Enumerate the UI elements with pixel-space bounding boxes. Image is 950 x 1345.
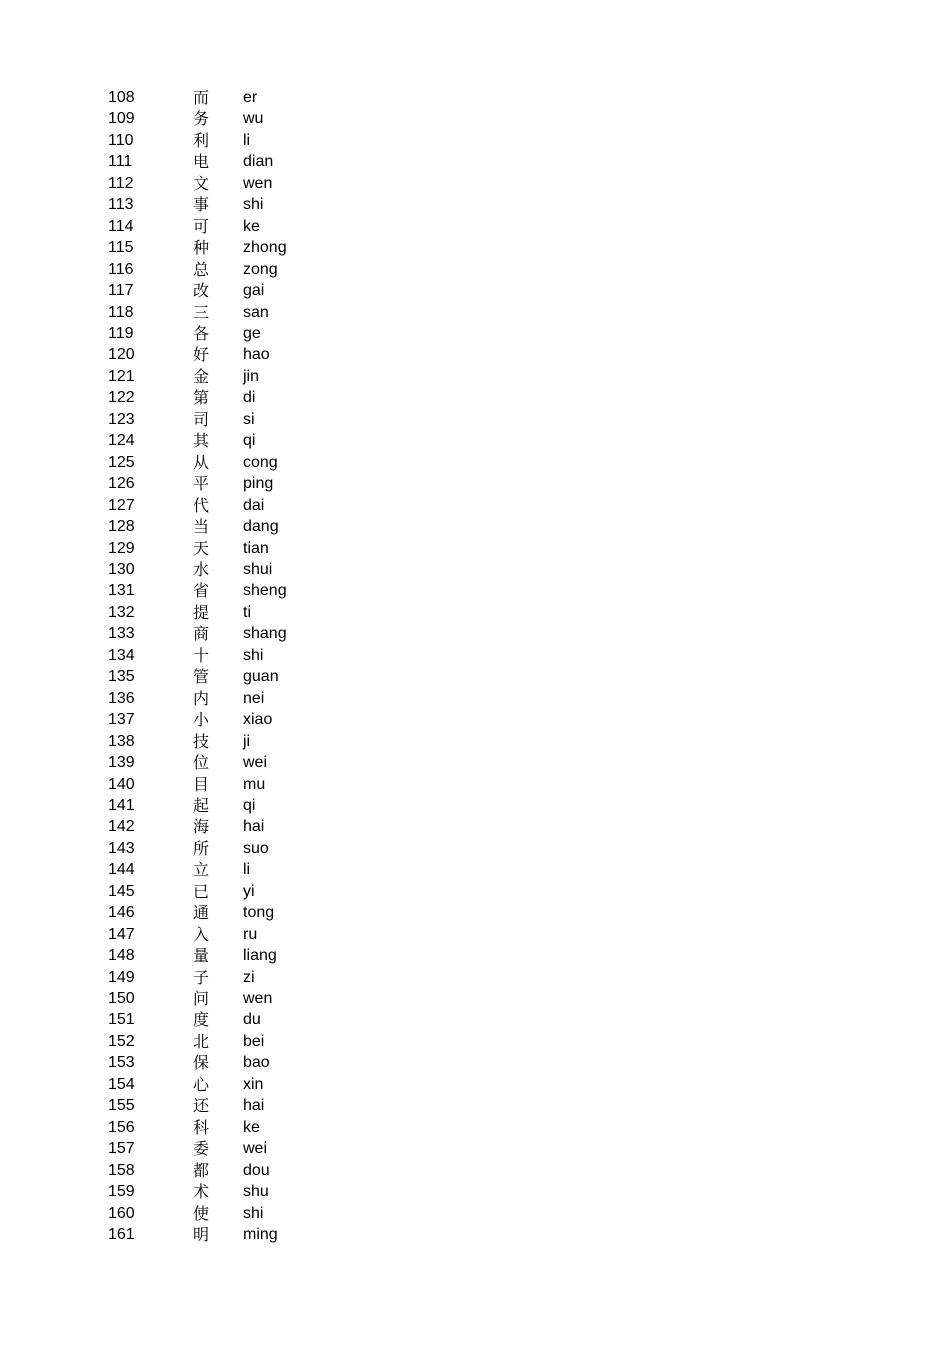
row-pinyin: guan xyxy=(243,668,279,686)
table-row xyxy=(108,323,508,344)
row-character: 所 xyxy=(193,838,210,858)
row-character: 量 xyxy=(193,946,210,966)
row-character: 好 xyxy=(193,345,210,365)
row-number: 125 xyxy=(108,453,135,471)
row-character: 各 xyxy=(193,323,210,343)
row-number: 154 xyxy=(108,1075,135,1093)
row-character: 总 xyxy=(193,259,210,279)
table-row xyxy=(108,945,508,966)
row-number: 158 xyxy=(108,1161,135,1179)
row-pinyin: wen xyxy=(243,990,273,1008)
row-character: 位 xyxy=(193,753,210,773)
row-number: 134 xyxy=(108,646,135,664)
row-number: 147 xyxy=(108,925,135,943)
table-row xyxy=(108,1203,508,1224)
row-number: 140 xyxy=(108,775,135,793)
row-pinyin: dang xyxy=(243,518,279,536)
row-character: 利 xyxy=(193,130,210,150)
row-number: 151 xyxy=(108,1011,135,1029)
row-pinyin: zong xyxy=(243,260,278,278)
row-pinyin: dou xyxy=(243,1161,270,1179)
row-number: 114 xyxy=(108,217,134,235)
table-row xyxy=(108,731,508,752)
row-pinyin: wen xyxy=(243,174,273,192)
table-row xyxy=(108,302,508,323)
row-character: 电 xyxy=(193,152,210,172)
table-row xyxy=(108,1095,508,1116)
row-number: 152 xyxy=(108,1032,135,1050)
table-row xyxy=(108,280,508,301)
row-character: 都 xyxy=(193,1160,210,1180)
row-number: 160 xyxy=(108,1204,135,1222)
table-row xyxy=(108,902,508,923)
row-number: 143 xyxy=(108,839,135,857)
row-character: 已 xyxy=(193,881,210,901)
table-row xyxy=(108,795,508,816)
table-row xyxy=(108,1181,508,1202)
table-row xyxy=(108,130,508,151)
row-character: 小 xyxy=(193,710,210,730)
row-number: 159 xyxy=(108,1183,135,1201)
row-character: 提 xyxy=(193,602,210,622)
row-pinyin: zhong xyxy=(243,239,287,257)
row-number: 144 xyxy=(108,861,135,879)
row-pinyin: li xyxy=(243,131,251,149)
row-pinyin: wu xyxy=(243,110,264,128)
row-number: 145 xyxy=(108,882,135,900)
table-row xyxy=(108,495,508,516)
row-pinyin: ping xyxy=(243,475,274,493)
table-row xyxy=(108,1160,508,1181)
row-pinyin: hao xyxy=(243,346,270,364)
row-number: 113 xyxy=(108,196,134,214)
row-character: 水 xyxy=(193,559,210,579)
table-row xyxy=(108,173,508,194)
row-number: 146 xyxy=(108,904,135,922)
row-pinyin: hai xyxy=(243,818,265,836)
table-row xyxy=(108,623,508,644)
row-number: 132 xyxy=(108,603,135,621)
table-row xyxy=(108,108,508,129)
row-pinyin: du xyxy=(243,1011,261,1029)
table-row xyxy=(108,237,508,258)
row-number: 128 xyxy=(108,518,135,536)
table-row xyxy=(108,752,508,773)
row-character: 当 xyxy=(193,517,210,537)
row-character: 入 xyxy=(193,924,210,944)
row-pinyin: bei xyxy=(243,1032,265,1050)
table-row xyxy=(108,452,508,473)
row-number: 142 xyxy=(108,818,135,836)
row-character: 委 xyxy=(193,1139,210,1159)
row-pinyin: cong xyxy=(243,453,278,471)
row-pinyin: wei xyxy=(243,754,268,772)
table-row xyxy=(108,666,508,687)
row-number: 117 xyxy=(108,282,134,300)
row-pinyin: er xyxy=(243,89,258,106)
table-row xyxy=(108,344,508,365)
table-row xyxy=(108,602,508,623)
row-character: 省 xyxy=(193,581,210,601)
row-number: 138 xyxy=(108,732,135,750)
row-number: 129 xyxy=(108,539,135,557)
row-pinyin: xin xyxy=(243,1075,264,1093)
row-number: 127 xyxy=(108,496,135,514)
table-row xyxy=(108,924,508,945)
row-pinyin: shi xyxy=(243,196,264,214)
row-pinyin: shi xyxy=(243,646,264,664)
table-row xyxy=(108,1031,508,1052)
table-row xyxy=(108,516,508,537)
table-row xyxy=(108,194,508,215)
row-character: 金 xyxy=(193,366,210,386)
row-number: 150 xyxy=(108,990,135,1008)
row-number: 136 xyxy=(108,689,135,707)
row-character: 还 xyxy=(193,1096,210,1116)
row-character: 目 xyxy=(193,774,210,794)
row-pinyin: wei xyxy=(243,1140,268,1158)
row-number: 155 xyxy=(108,1097,135,1115)
row-character: 问 xyxy=(193,989,210,1009)
row-pinyin: shui xyxy=(243,560,273,578)
row-character: 通 xyxy=(193,903,210,923)
row-character: 三 xyxy=(193,302,210,322)
row-character: 管 xyxy=(193,667,210,687)
row-pinyin: suo xyxy=(243,839,269,857)
row-character: 海 xyxy=(193,817,210,837)
row-number: 130 xyxy=(108,560,135,578)
table-row xyxy=(108,1117,508,1138)
row-character: 子 xyxy=(193,967,210,987)
row-pinyin: ke xyxy=(243,217,260,235)
table-row xyxy=(108,580,508,601)
table-row xyxy=(108,387,508,408)
row-character: 文 xyxy=(193,173,210,193)
row-pinyin: di xyxy=(243,389,256,407)
row-character: 司 xyxy=(193,409,210,429)
row-character: 种 xyxy=(193,238,210,258)
row-number: 119 xyxy=(108,324,134,342)
table-row xyxy=(108,816,508,837)
row-character: 第 xyxy=(193,388,210,408)
row-pinyin: qi xyxy=(243,432,256,450)
row-character: 代 xyxy=(193,495,210,515)
row-pinyin: ru xyxy=(243,925,258,943)
row-character: 心 xyxy=(193,1074,210,1094)
table-row xyxy=(108,988,508,1009)
row-character: 术 xyxy=(193,1182,210,1202)
row-pinyin: tian xyxy=(243,539,269,557)
row-character: 十 xyxy=(193,645,210,665)
table-row xyxy=(108,1224,508,1245)
row-number: 123 xyxy=(108,410,135,428)
row-character: 天 xyxy=(193,538,210,558)
row-character: 使 xyxy=(193,1203,210,1223)
table-row xyxy=(108,366,508,387)
row-number: 115 xyxy=(108,239,134,257)
row-character: 科 xyxy=(193,1117,210,1137)
row-pinyin: shu xyxy=(243,1183,269,1201)
row-character: 技 xyxy=(193,731,210,751)
row-number: 141 xyxy=(108,796,135,814)
row-pinyin: dian xyxy=(243,153,274,171)
row-character: 务 xyxy=(193,109,210,129)
table-row xyxy=(108,259,508,280)
table-row xyxy=(108,430,508,451)
row-pinyin: mu xyxy=(243,775,266,793)
row-character: 内 xyxy=(193,688,210,708)
table-row xyxy=(108,645,508,666)
row-pinyin: liang xyxy=(243,947,277,965)
row-number: 161 xyxy=(108,1226,135,1244)
row-number: 110 xyxy=(108,131,134,149)
row-pinyin: san xyxy=(243,303,269,321)
row-pinyin: si xyxy=(243,410,255,428)
row-character: 商 xyxy=(193,624,210,644)
row-number: 124 xyxy=(108,432,135,450)
row-pinyin: shang xyxy=(243,625,287,643)
row-number: 157 xyxy=(108,1140,135,1158)
row-character: 而 xyxy=(193,88,210,107)
row-character: 改 xyxy=(193,281,210,301)
character-pinyin-table xyxy=(108,87,508,1245)
table-row xyxy=(108,151,508,172)
row-number: 126 xyxy=(108,475,135,493)
row-pinyin: ti xyxy=(243,603,251,621)
table-row xyxy=(108,859,508,880)
row-character: 明 xyxy=(193,1225,210,1245)
table-row xyxy=(108,967,508,988)
row-pinyin: ge xyxy=(243,324,261,342)
table-row xyxy=(108,688,508,709)
row-number: 156 xyxy=(108,1118,135,1136)
table-row xyxy=(108,838,508,859)
row-number: 149 xyxy=(108,968,135,986)
row-pinyin: li xyxy=(243,861,251,879)
row-pinyin: qi xyxy=(243,796,256,814)
row-number: 153 xyxy=(108,1054,135,1072)
row-character: 立 xyxy=(193,860,210,880)
table-row xyxy=(108,1009,508,1030)
row-character: 从 xyxy=(193,452,210,472)
table-row xyxy=(108,1074,508,1095)
row-pinyin: tong xyxy=(243,904,275,922)
table-row xyxy=(108,709,508,730)
row-character: 北 xyxy=(193,1031,210,1051)
row-character: 事 xyxy=(193,195,210,215)
table-row xyxy=(108,473,508,494)
row-number: 111 xyxy=(108,153,133,171)
row-character: 可 xyxy=(193,216,210,236)
row-number: 118 xyxy=(108,303,134,321)
row-number: 108 xyxy=(108,89,135,106)
row-number: 120 xyxy=(108,346,135,364)
table-row xyxy=(108,774,508,795)
row-number: 139 xyxy=(108,754,135,772)
table-row xyxy=(108,538,508,559)
row-pinyin: xiao xyxy=(243,711,273,729)
row-pinyin: yi xyxy=(243,882,255,900)
row-number: 112 xyxy=(108,174,134,192)
row-number: 131 xyxy=(108,582,135,600)
row-number: 109 xyxy=(108,110,135,128)
row-character: 起 xyxy=(193,795,210,815)
row-number: 116 xyxy=(108,260,134,278)
row-number: 133 xyxy=(108,625,135,643)
row-character: 度 xyxy=(193,1010,210,1030)
row-pinyin: ke xyxy=(243,1118,260,1136)
table-row xyxy=(108,1052,508,1073)
row-pinyin: ji xyxy=(243,732,251,750)
row-pinyin: bao xyxy=(243,1054,270,1072)
row-pinyin: nei xyxy=(243,689,265,707)
row-pinyin: hai xyxy=(243,1097,265,1115)
table-row xyxy=(108,87,508,108)
row-pinyin: dai xyxy=(243,496,265,514)
table-row xyxy=(108,216,508,237)
table-row xyxy=(108,559,508,580)
table-row xyxy=(108,1138,508,1159)
row-number: 121 xyxy=(108,367,135,385)
row-pinyin: zi xyxy=(243,968,255,986)
row-pinyin: gai xyxy=(243,282,265,300)
row-pinyin: sheng xyxy=(243,582,287,600)
table-row xyxy=(108,881,508,902)
table-row xyxy=(108,409,508,430)
row-character: 保 xyxy=(193,1053,210,1073)
row-pinyin: shi xyxy=(243,1204,264,1222)
row-pinyin: ming xyxy=(243,1226,278,1244)
row-character: 平 xyxy=(193,474,210,494)
row-number: 148 xyxy=(108,947,135,965)
row-character: 其 xyxy=(193,431,210,451)
row-number: 122 xyxy=(108,389,135,407)
row-number: 137 xyxy=(108,711,135,729)
row-pinyin: jin xyxy=(243,367,260,385)
row-number: 135 xyxy=(108,668,135,686)
